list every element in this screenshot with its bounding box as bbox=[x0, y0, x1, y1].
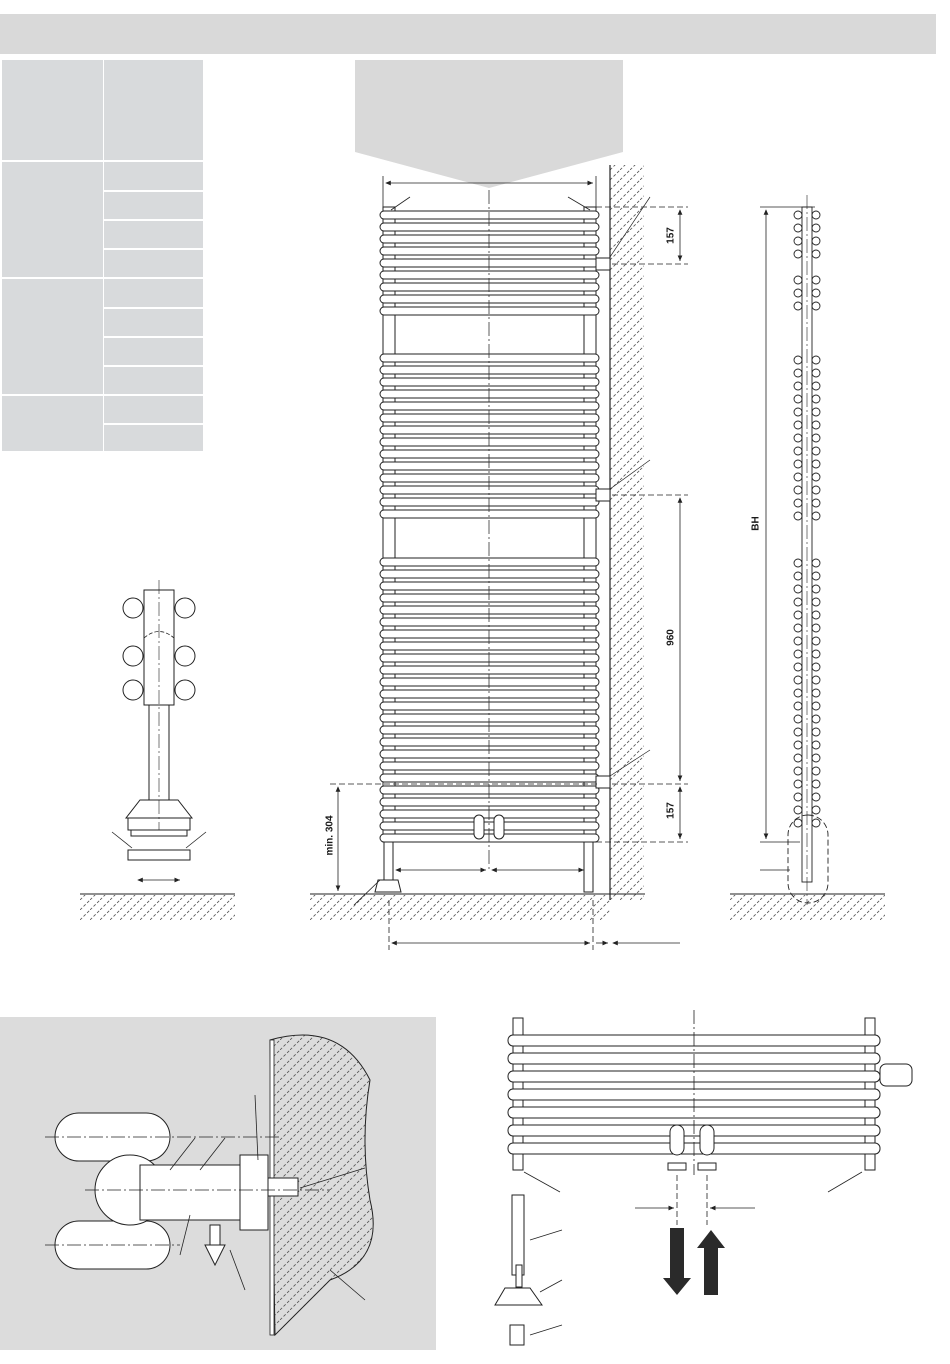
dim-label-top-spacing: 157 bbox=[665, 227, 677, 244]
radiator-tubes bbox=[380, 211, 599, 842]
side-view bbox=[788, 207, 828, 903]
valve-installation-detail bbox=[495, 1018, 912, 1345]
flow-arrows bbox=[663, 1228, 725, 1295]
bracket-section-detail bbox=[0, 1017, 436, 1350]
dim-label-bottom-spacing: 157 bbox=[665, 802, 677, 819]
dim-label-min-height: min. 304 bbox=[324, 815, 336, 856]
dim-label-middle-spacing: 960 bbox=[665, 629, 677, 646]
dim-label-overall-height: BH bbox=[750, 516, 762, 531]
